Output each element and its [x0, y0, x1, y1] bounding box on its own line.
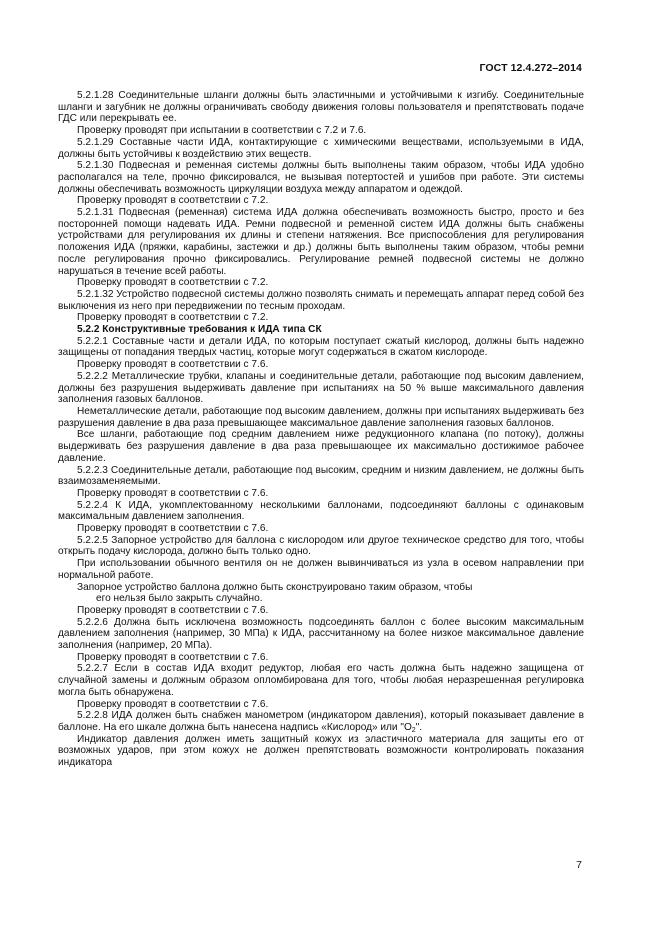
paragraph: 5.2.2.7 Если в состав ИДА входит редуктор, любая его часть должна быть надежно защищена от случайной замены и должным образом опломбирована для того, чтобы любая неразрешенная регулировка могла быть обнаружена. [58, 663, 584, 698]
paragraph: 5.2.2.1 Составные части и детали ИДА, по которым поступает сжатый кислород, должны быть надежно защищены от попадания твердых частиц, которые могут содержаться в сжатом кислороде. [58, 335, 584, 359]
paragraph: Проверку проводят при испытании в соответствии с 7.2 и 7.6. [77, 125, 367, 137]
paragraph: Запорное устройство баллона должно быть сконструировано таким образом, чтобы [77, 581, 473, 593]
paragraph: 5.2.1.30 Подвесная и ременная системы должны быть выполнены таким образом, чтобы ИДА удобно располагался на теле, прочно фиксировался, не вызывая потертостей и ушибов при работе. Эти системы должны обеспечивать возможность циркуляции воздуха между аппаратом и одеждой. [58, 160, 584, 195]
paragraph: 5.2.1.31 Подвесная (ременная) система ИДА должна обеспечивать возможность быстро, просто и без посторонней помощи надевать ИДА. Ремни подвесной и ременной систем ИДА должны быть снабжены устройствами для регулирования их длины и степени натяжения. Все приспособления для регулирования положения ИДА (пряжки, карабины, застежки и др.) должны быть выполнены таким образом, чтобы ремни после регулирования прочно фиксировались. Регулирование ремней подвесной системы не должно нарушаться в течение всей работы. [58, 207, 584, 277]
paragraph: Проверку проводят в соответствии с 7.2. [77, 195, 269, 207]
paragraph: 5.2.1.32 Устройство подвесной системы должно позволять снимать и перемещать аппарат перед собой без выключения из него при передвижении по тесным проходам. [58, 288, 584, 312]
paragraph: 5.2.2.5 Запорное устройство для баллона с кислородом или другое техническое средство для того, чтобы открыть подачу кислорода, должно быть только одно. [58, 534, 584, 558]
paragraph: Проверку проводят в соответствии с 7.6. [77, 604, 269, 616]
paragraph: 5.2.2.4 К ИДА, укомплектованному несколькими баллонами, подсоединяют баллоны с одинаковым максимальным давлением заполнения. [58, 499, 584, 523]
paragraph: При использовании обычного вентиля он не должен вывинчиваться из узла в осевом направлении при нормальной работе. [58, 558, 584, 581]
paragraph: 5.2.1.29 Составные части ИДА, контактирующие с химическими веществами, используемыми в ИДА, должны быть устойчивы к воздействию этих веществ. [58, 136, 584, 160]
document-header-id: ГОСТ 12.4.272–2014 [479, 62, 582, 74]
paragraph: 5.2.2.6 Должна быть исключена возможность подсоединять баллон с более высоким максимальным давлением заполнения (например, 30 МПа) к ИДА, рассчитанному на более низкое максимальное давление заполнения (например, 20 МПа). [58, 616, 584, 652]
paragraph: 5.2.1.28 Соединительные шланги должны быть эластичными и устойчивыми к изгибу. Соединительные шланги и загубник не должны ограничивать свободу движения головы пользователя и препятствовать подаче ГДС или перекрывать ее. [58, 90, 584, 125]
paragraph: Проверку проводят в соответствии с 7.6. [77, 359, 269, 371]
paragraph: Проверку проводят в соответствии с 7.6. [77, 651, 269, 663]
paragraph: Проверку проводят в соответствии с 7.6. [77, 487, 269, 499]
paragraph: 5.2.2.2 Металлические трубки, клапаны и соединительные детали, работающие под высоким давлением, должны без разрушения выдерживать давление при испытаниях на 50 % выше максимального давления заполнения газовых баллонов. [58, 370, 584, 406]
paragraph: Проверку проводят в соответствии с 7.6. [77, 698, 269, 710]
paragraph: Проверку проводят в соответствии с 7.6. [77, 523, 269, 535]
paragraph: Индикатор давления должен иметь защитный кожух из эластичного материала для защиты его от возможных ударов, при этом кожух не должен препятствовать возможности контролировать показания индикатора [58, 733, 584, 769]
paragraph: его нельзя было закрыть случайно. [96, 593, 263, 605]
paragraph: Проверку проводят в соответствии с 7.2. [77, 277, 269, 289]
paragraph-text: 5.2.2.8 ИДА должен быть снабжен манометром (индикатором давления), который показывает давление в баллоне. На его шкале должна быть нанесена надпись «Кислород» или "O [58, 710, 584, 733]
paragraph: Проверку проводят в соответствии с 7.2. [77, 312, 269, 324]
document-body [58, 90, 584, 769]
paragraph: Неметаллические детали, работающие под высоким давлением, должны при испытаниях выдерживать без разрушения давление в два раза превышающее максимальное давление заполнения газовых баллонов. [58, 405, 584, 429]
section-heading: 5.2.2 Конструктивные требования к ИДА типа СК [77, 324, 322, 336]
paragraph: Все шланги, работающие под средним давлением ниже редукционного клапана (по потоку), должны выдерживать без разрушения давление в два раза превышающее их максимально достижимое рабочее давление. [58, 429, 584, 464]
paragraph-text: ". [415, 721, 423, 733]
paragraph: 5.2.2.3 Соединительные детали, работающие под высоким, средним и низким давлением, не должны быть взаимозаменяемыми. [58, 464, 584, 488]
paragraph [58, 710, 584, 733]
subscript: 2 [411, 726, 416, 734]
page-number: 7 [576, 859, 582, 871]
